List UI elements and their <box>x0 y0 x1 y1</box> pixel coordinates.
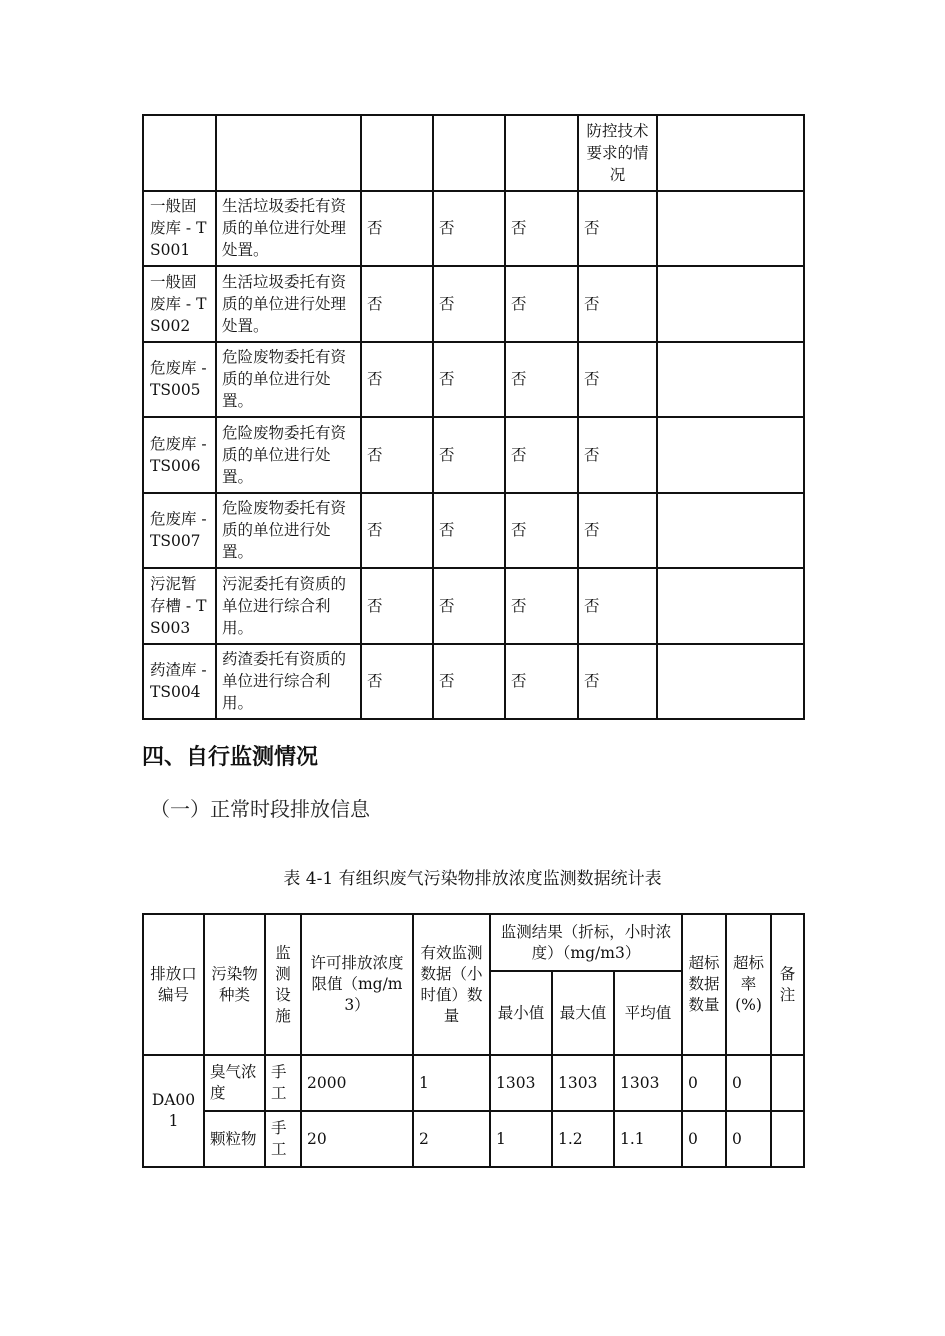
header-min: 最小值 <box>490 971 552 1055</box>
table-cell: 否 <box>433 191 505 267</box>
table-cell <box>657 417 804 493</box>
table-cell: 否 <box>433 417 505 493</box>
avg-cell: 1.1 <box>614 1111 682 1167</box>
storage-id-cell: 危废库 - TS006 <box>143 417 216 493</box>
storage-id-cell: 药渣库 - TS004 <box>143 644 216 720</box>
table-cell: 否 <box>505 417 578 493</box>
table-cell: 否 <box>578 493 657 569</box>
table-cell: 否 <box>433 568 505 644</box>
remark-cell <box>771 1055 804 1111</box>
table-row <box>143 644 804 720</box>
measure-cell: 生活垃圾委托有资质的单位进行处理处置。 <box>216 191 361 267</box>
measure-cell: 药渣委托有资质的单位进行综合利用。 <box>216 644 361 720</box>
table-cell <box>361 115 433 191</box>
table-cell <box>657 644 804 720</box>
subsection-title: （一）正常时段排放信息 <box>150 797 370 821</box>
remark-cell <box>771 1111 804 1167</box>
table-cell <box>657 493 804 569</box>
measure-cell: 污泥委托有资质的单位进行综合利用。 <box>216 568 361 644</box>
table-cell <box>657 266 804 342</box>
table-cell <box>657 342 804 418</box>
waste-storage-table <box>142 114 805 720</box>
emission-monitoring-table <box>142 913 805 1168</box>
table-cell: 否 <box>505 644 578 720</box>
table-cell: 否 <box>505 342 578 418</box>
table-header-row <box>143 115 804 191</box>
header-facility: 监测设施 <box>265 914 301 1055</box>
table-caption: 表 4-1 有组织废气污染物排放浓度监测数据统计表 <box>283 869 662 889</box>
avg-cell: 1303 <box>614 1055 682 1111</box>
table-cell: 否 <box>578 191 657 267</box>
table-cell: 否 <box>361 644 433 720</box>
outlet-id-cell: DA001 <box>143 1055 204 1167</box>
table-cell: 否 <box>578 417 657 493</box>
header-valid-count: 有效监测数据（小时值）数量 <box>413 914 490 1055</box>
exceed-count-cell: 0 <box>682 1111 726 1167</box>
table-cell: 否 <box>578 266 657 342</box>
exceed-rate-cell: 0 <box>726 1055 771 1111</box>
table-cell: 否 <box>433 644 505 720</box>
table-row <box>143 417 804 493</box>
table-cell: 否 <box>578 644 657 720</box>
storage-id-cell: 危废库 - TS007 <box>143 493 216 569</box>
storage-id-cell: 危废库 - TS005 <box>143 342 216 418</box>
table-row <box>143 191 804 267</box>
table-cell: 否 <box>433 266 505 342</box>
table-row <box>143 568 804 644</box>
exceed-count-cell: 0 <box>682 1055 726 1111</box>
header-limit: 许可排放浓度限值（mg/m3） <box>301 914 413 1055</box>
header-max: 最大值 <box>552 971 614 1055</box>
table-cell <box>657 191 804 267</box>
table-row <box>143 1111 804 1167</box>
table-cell <box>216 115 361 191</box>
header-exceed-rate: 超标率(%) <box>726 914 771 1055</box>
table-cell: 否 <box>505 493 578 569</box>
facility-cell: 手工 <box>265 1055 301 1111</box>
table-cell <box>657 568 804 644</box>
valid-count-cell: 2 <box>413 1111 490 1167</box>
table-cell: 否 <box>578 568 657 644</box>
header-pollutant: 污染物种类 <box>204 914 265 1055</box>
limit-cell: 2000 <box>301 1055 413 1111</box>
table-row <box>143 342 804 418</box>
header-avg: 平均值 <box>614 971 682 1055</box>
measure-cell: 危险废物委托有资质的单位进行处置。 <box>216 493 361 569</box>
header-result: 监测结果（折标，小时浓度）（mg/m3） <box>490 914 682 971</box>
table-cell: 否 <box>433 342 505 418</box>
table-row <box>143 493 804 569</box>
min-cell: 1303 <box>490 1055 552 1111</box>
table-cell: 否 <box>578 342 657 418</box>
table-cell <box>143 115 216 191</box>
pollutant-cell: 颗粒物 <box>204 1111 265 1167</box>
header-outlet: 排放口编号 <box>143 914 204 1055</box>
measure-cell: 生活垃圾委托有资质的单位进行处理处置。 <box>216 266 361 342</box>
table-header-row <box>143 914 804 971</box>
facility-cell: 手工 <box>265 1111 301 1167</box>
pollutant-cell: 臭气浓度 <box>204 1055 265 1111</box>
table-cell: 否 <box>433 493 505 569</box>
min-cell: 1 <box>490 1111 552 1167</box>
table-row <box>143 266 804 342</box>
storage-id-cell: 一般固废库 - TS002 <box>143 266 216 342</box>
header-exceed-count: 超标数据数量 <box>682 914 726 1055</box>
table-header-cell: 防控技术要求的情况 <box>578 115 657 191</box>
max-cell: 1303 <box>552 1055 614 1111</box>
header-remark: 备注 <box>771 914 804 1055</box>
measure-cell: 危险废物委托有资质的单位进行处置。 <box>216 417 361 493</box>
measure-cell: 危险废物委托有资质的单位进行处置。 <box>216 342 361 418</box>
table-cell: 否 <box>361 493 433 569</box>
table-cell: 否 <box>505 191 578 267</box>
limit-cell: 20 <box>301 1111 413 1167</box>
table-cell: 否 <box>505 266 578 342</box>
table-cell: 否 <box>361 342 433 418</box>
table-cell: 否 <box>505 568 578 644</box>
storage-id-cell: 一般固废库 - TS001 <box>143 191 216 267</box>
table-cell <box>433 115 505 191</box>
section-title: 四、自行监测情况 <box>142 745 319 770</box>
table-cell: 否 <box>361 266 433 342</box>
table-cell <box>657 115 804 191</box>
table-cell: 否 <box>361 568 433 644</box>
max-cell: 1.2 <box>552 1111 614 1167</box>
storage-id-cell: 污泥暂存槽 - TS003 <box>143 568 216 644</box>
table-cell: 否 <box>361 417 433 493</box>
table-cell <box>505 115 578 191</box>
exceed-rate-cell: 0 <box>726 1111 771 1167</box>
table-row <box>143 1055 804 1111</box>
table-cell: 否 <box>361 191 433 267</box>
valid-count-cell: 1 <box>413 1055 490 1111</box>
